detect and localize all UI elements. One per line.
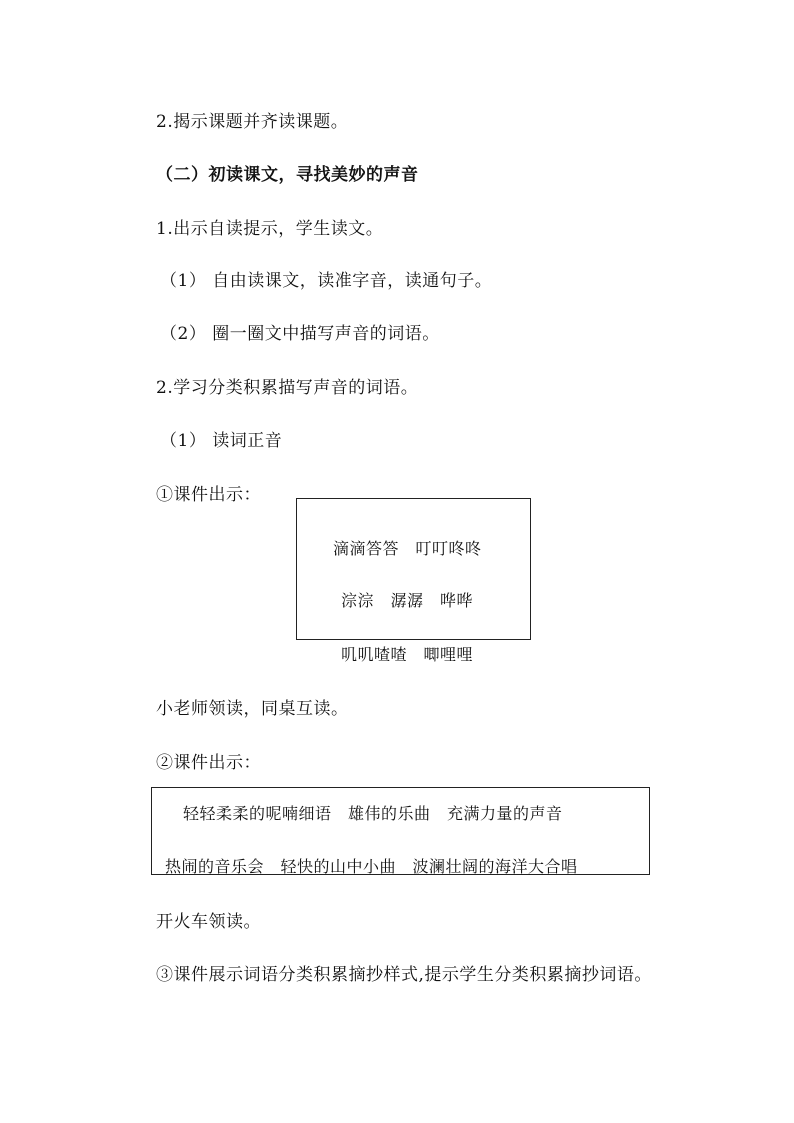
word-box-sound-words	[296, 498, 531, 640]
train-reading-instruction: 开火车领读。	[156, 912, 261, 932]
sub-step-free-reading: （1） 自由读课文，读准字音，读通句子。	[160, 271, 493, 291]
word-box-row-2: 淙淙 潺潺 哗哗	[341, 591, 474, 610]
courseware-display-1-label: ①课件出示：	[156, 485, 261, 505]
phrase-box-row-2: 热闹的音乐会 轻快的山中小曲 波澜壮阔的海洋大合唱	[165, 857, 578, 876]
sub-step-read-words: （1） 读词正音	[160, 431, 283, 451]
step-classify-words: 2.学习分类积累描写声音的词语。	[156, 378, 419, 398]
word-box-row-3: 叽叽喳喳 唧哩哩	[341, 645, 474, 664]
step-self-reading-prompt: 1.出示自读提示，学生读文。	[156, 219, 384, 239]
courseware-display-3-instruction: ③课件展示词语分类积累摘抄样式,提示学生分类积累摘抄词语。	[156, 965, 652, 985]
sub-step-circle-words: （2） 圈一圈文中描写声音的词语。	[160, 324, 440, 344]
phrase-box-row-1: 轻轻柔柔的呢喃细语 雄伟的乐曲 充满力量的声音	[183, 804, 563, 823]
little-teacher-instruction: 小老师领读，同桌互读。	[156, 699, 349, 719]
section-heading-first-reading: （二）初读课文，寻找美妙的声音	[156, 165, 419, 185]
courseware-display-2-label: ②课件出示：	[156, 753, 261, 773]
word-box-row-1: 滴滴答答 叮叮咚咚	[333, 539, 482, 558]
step-reveal-title: 2.揭示课题并齐读课题。	[156, 112, 349, 132]
